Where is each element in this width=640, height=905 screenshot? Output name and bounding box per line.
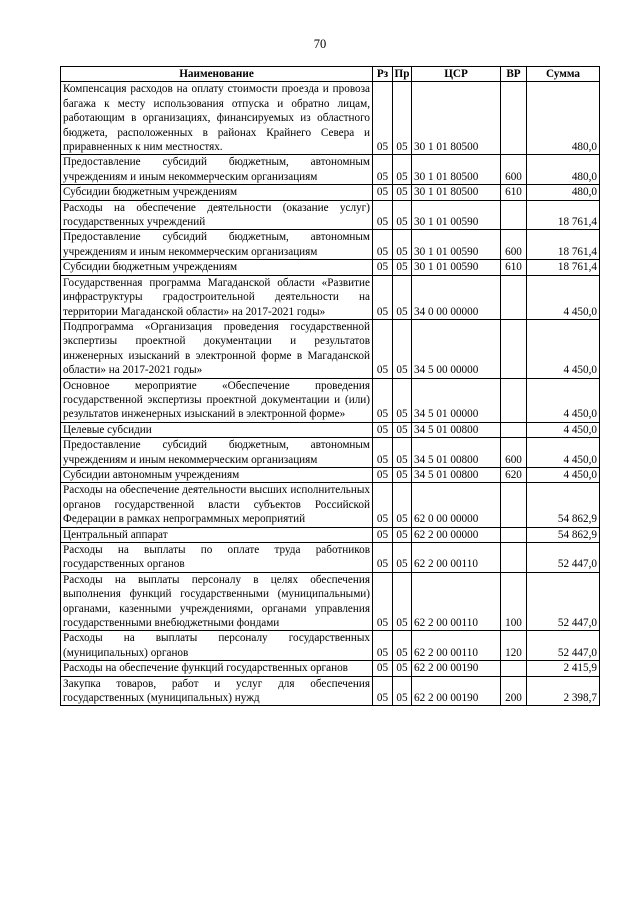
- row-rz-cell: 05: [373, 572, 393, 631]
- page-number: 70: [313, 37, 327, 51]
- row-name-cell: Основное мероприятие «Обеспечение проведения государственной экспертизы проектной документации и (или) результатов инженерных изысканий в электронной форме»: [61, 378, 373, 422]
- row-csr-cell: 30 1 01 80500: [412, 185, 501, 200]
- row-vr-cell: 610: [501, 260, 527, 275]
- row-name-cell: Субсидии бюджетным учреждениям: [61, 260, 373, 275]
- row-name-cell: Расходы на обеспечение деятельности (оказание услуг) государственных учреждений: [61, 200, 373, 230]
- row-vr-cell: [501, 422, 527, 437]
- row-vr-cell: 100: [501, 572, 527, 631]
- row-rz-cell: 05: [373, 185, 393, 200]
- row-name-cell: Предоставление субсидий бюджетным, автономным учреждениям и иным некоммерческим организациям: [61, 230, 373, 260]
- row-csr-cell: 62 2 00 00190: [412, 676, 501, 706]
- row-vr-cell: [501, 82, 527, 155]
- row-sum-cell: 52 447,0: [527, 543, 600, 573]
- row-vr-cell: 600: [501, 155, 527, 185]
- row-rz-cell: 05: [373, 661, 393, 676]
- row-sum-cell: 480,0: [527, 155, 600, 185]
- row-csr-cell: 34 5 01 00800: [412, 438, 501, 468]
- row-vr-cell: 120: [501, 631, 527, 661]
- table-row: [61, 572, 600, 631]
- row-name-cell: Целевые субсидии: [61, 422, 373, 437]
- row-pr-cell: 05: [393, 155, 412, 185]
- row-rz-cell: 05: [373, 378, 393, 422]
- row-vr-cell: [501, 319, 527, 378]
- row-rz-cell: 05: [373, 319, 393, 378]
- row-csr-cell: 30 1 01 80500: [412, 82, 501, 155]
- row-name-cell: Центральный аппарат: [61, 527, 373, 542]
- table-row: [61, 185, 600, 200]
- row-name-cell: Расходы на выплаты персоналу государственных (муниципальных) органов: [61, 631, 373, 661]
- table-row: [61, 631, 600, 661]
- row-sum-cell: 4 450,0: [527, 438, 600, 468]
- table-row: [61, 155, 600, 185]
- row-pr-cell: 05: [393, 467, 412, 482]
- row-name-cell: Расходы на выплаты по оплате труда работников государственных органов: [61, 543, 373, 573]
- column-header-name: Наименование: [61, 67, 373, 82]
- row-csr-cell: 34 5 01 00800: [412, 422, 501, 437]
- table-row: [61, 319, 600, 378]
- row-vr-cell: 600: [501, 230, 527, 260]
- row-csr-cell: 34 5 00 00000: [412, 319, 501, 378]
- row-name-cell: Расходы на обеспечение деятельности высших исполнительных органов государственной власти субъектов Российской Федерации в рамках непрограммных мероприятий: [61, 483, 373, 527]
- row-pr-cell: 05: [393, 185, 412, 200]
- row-vr-cell: 610: [501, 185, 527, 200]
- row-rz-cell: 05: [373, 438, 393, 468]
- row-rz-cell: 05: [373, 631, 393, 661]
- table-row: [61, 438, 600, 468]
- column-header-rz: Рз: [373, 67, 393, 82]
- row-sum-cell: 4 450,0: [527, 319, 600, 378]
- row-csr-cell: 62 2 00 00110: [412, 631, 501, 661]
- table-row: [61, 422, 600, 437]
- column-header-csr: ЦСР: [412, 67, 501, 82]
- row-sum-cell: 4 450,0: [527, 467, 600, 482]
- row-csr-cell: 62 2 00 00110: [412, 543, 501, 573]
- row-pr-cell: 05: [393, 200, 412, 230]
- row-name-cell: Государственная программа Магаданской области «Развитие инфраструктуры градостроительной деятельности на территории Магаданской области» на 2017-2021 годы»: [61, 275, 373, 319]
- row-sum-cell: 4 450,0: [527, 378, 600, 422]
- row-pr-cell: 05: [393, 661, 412, 676]
- row-sum-cell: 52 447,0: [527, 631, 600, 661]
- table-row: [61, 378, 600, 422]
- row-pr-cell: 05: [393, 82, 412, 155]
- table-row: [61, 676, 600, 706]
- row-rz-cell: 05: [373, 422, 393, 437]
- budget-table: [60, 66, 600, 706]
- row-rz-cell: 05: [373, 260, 393, 275]
- table-body: [61, 82, 600, 706]
- row-csr-cell: 30 1 01 00590: [412, 260, 501, 275]
- row-sum-cell: 18 761,4: [527, 260, 600, 275]
- row-sum-cell: 4 450,0: [527, 275, 600, 319]
- row-sum-cell: 480,0: [527, 82, 600, 155]
- row-name-cell: Подпрограмма «Организация проведения государственной экспертизы проектной документации и результатов инженерных изысканий в электронной форме в Магаданской области» на 2017-2021 годы»: [61, 319, 373, 378]
- row-name-cell: Компенсация расходов на оплату стоимости проезда и провоза багажа к месту использования отпуска и обратно лицам, работающим в организациях, финансируемых из областного бюджета, расположенных в районах Крайнего Севера и приравненных к ним местностях.: [61, 82, 373, 155]
- row-csr-cell: 34 5 01 00000: [412, 378, 501, 422]
- table-row: [61, 467, 600, 482]
- row-csr-cell: 34 5 01 00800: [412, 467, 501, 482]
- row-name-cell: Расходы на выплаты персоналу в целях обеспечения выполнения функций государственными (муниципальными) органами, казенными учреждениями, органами управления государственными внебюджетными фондами: [61, 572, 373, 631]
- row-vr-cell: [501, 200, 527, 230]
- row-rz-cell: 05: [373, 200, 393, 230]
- row-pr-cell: 05: [393, 422, 412, 437]
- row-pr-cell: 05: [393, 483, 412, 527]
- row-csr-cell: 30 1 01 00590: [412, 230, 501, 260]
- row-rz-cell: 05: [373, 155, 393, 185]
- row-name-cell: Предоставление субсидий бюджетным, автономным учреждениям и иным некоммерческим организациям: [61, 155, 373, 185]
- row-rz-cell: 05: [373, 275, 393, 319]
- row-sum-cell: 2 415,9: [527, 661, 600, 676]
- table-row: [61, 483, 600, 527]
- row-csr-cell: 62 2 00 00000: [412, 527, 501, 542]
- table-row: [61, 543, 600, 573]
- row-sum-cell: 18 761,4: [527, 230, 600, 260]
- row-sum-cell: 18 761,4: [527, 200, 600, 230]
- row-sum-cell: 2 398,7: [527, 676, 600, 706]
- row-sum-cell: 52 447,0: [527, 572, 600, 631]
- table-row: [61, 260, 600, 275]
- row-pr-cell: 05: [393, 319, 412, 378]
- column-header-pr: Пр: [393, 67, 412, 82]
- row-vr-cell: [501, 275, 527, 319]
- row-vr-cell: 200: [501, 676, 527, 706]
- row-name-cell: Субсидии автономным учреждениям: [61, 467, 373, 482]
- table-header-row: [61, 67, 600, 82]
- row-csr-cell: 62 2 00 00110: [412, 572, 501, 631]
- table-row: [61, 82, 600, 155]
- row-rz-cell: 05: [373, 230, 393, 260]
- row-name-cell: Расходы на обеспечение функций государственных органов: [61, 661, 373, 676]
- row-sum-cell: 480,0: [527, 185, 600, 200]
- row-pr-cell: 05: [393, 378, 412, 422]
- row-vr-cell: [501, 661, 527, 676]
- table-row: [61, 661, 600, 676]
- row-pr-cell: 05: [393, 230, 412, 260]
- row-sum-cell: 4 450,0: [527, 422, 600, 437]
- row-rz-cell: 05: [373, 676, 393, 706]
- row-csr-cell: 34 0 00 00000: [412, 275, 501, 319]
- row-vr-cell: [501, 378, 527, 422]
- row-csr-cell: 62 2 00 00190: [412, 661, 501, 676]
- row-pr-cell: 05: [393, 527, 412, 542]
- row-pr-cell: 05: [393, 676, 412, 706]
- row-rz-cell: 05: [373, 467, 393, 482]
- table-row: [61, 527, 600, 542]
- row-vr-cell: [501, 483, 527, 527]
- row-rz-cell: 05: [373, 527, 393, 542]
- row-vr-cell: [501, 543, 527, 573]
- row-csr-cell: 30 1 01 80500: [412, 155, 501, 185]
- table-row: [61, 275, 600, 319]
- table-row: [61, 200, 600, 230]
- row-pr-cell: 05: [393, 572, 412, 631]
- row-csr-cell: 30 1 01 00590: [412, 200, 501, 230]
- row-sum-cell: 54 862,9: [527, 483, 600, 527]
- row-sum-cell: 54 862,9: [527, 527, 600, 542]
- row-name-cell: Закупка товаров, работ и услуг для обеспечения государственных (муниципальных) нужд: [61, 676, 373, 706]
- row-csr-cell: 62 0 00 00000: [412, 483, 501, 527]
- row-rz-cell: 05: [373, 483, 393, 527]
- row-vr-cell: [501, 527, 527, 542]
- row-name-cell: Предоставление субсидий бюджетным, автономным учреждениям и иным некоммерческим организациям: [61, 438, 373, 468]
- row-rz-cell: 05: [373, 82, 393, 155]
- row-pr-cell: 05: [393, 260, 412, 275]
- column-header-sum: Сумма: [527, 67, 600, 82]
- table-row: [61, 230, 600, 260]
- row-rz-cell: 05: [373, 543, 393, 573]
- row-vr-cell: 620: [501, 467, 527, 482]
- row-pr-cell: 05: [393, 275, 412, 319]
- row-pr-cell: 05: [393, 438, 412, 468]
- row-pr-cell: 05: [393, 543, 412, 573]
- row-name-cell: Субсидии бюджетным учреждениям: [61, 185, 373, 200]
- row-vr-cell: 600: [501, 438, 527, 468]
- row-pr-cell: 05: [393, 631, 412, 661]
- column-header-vr: ВР: [501, 67, 527, 82]
